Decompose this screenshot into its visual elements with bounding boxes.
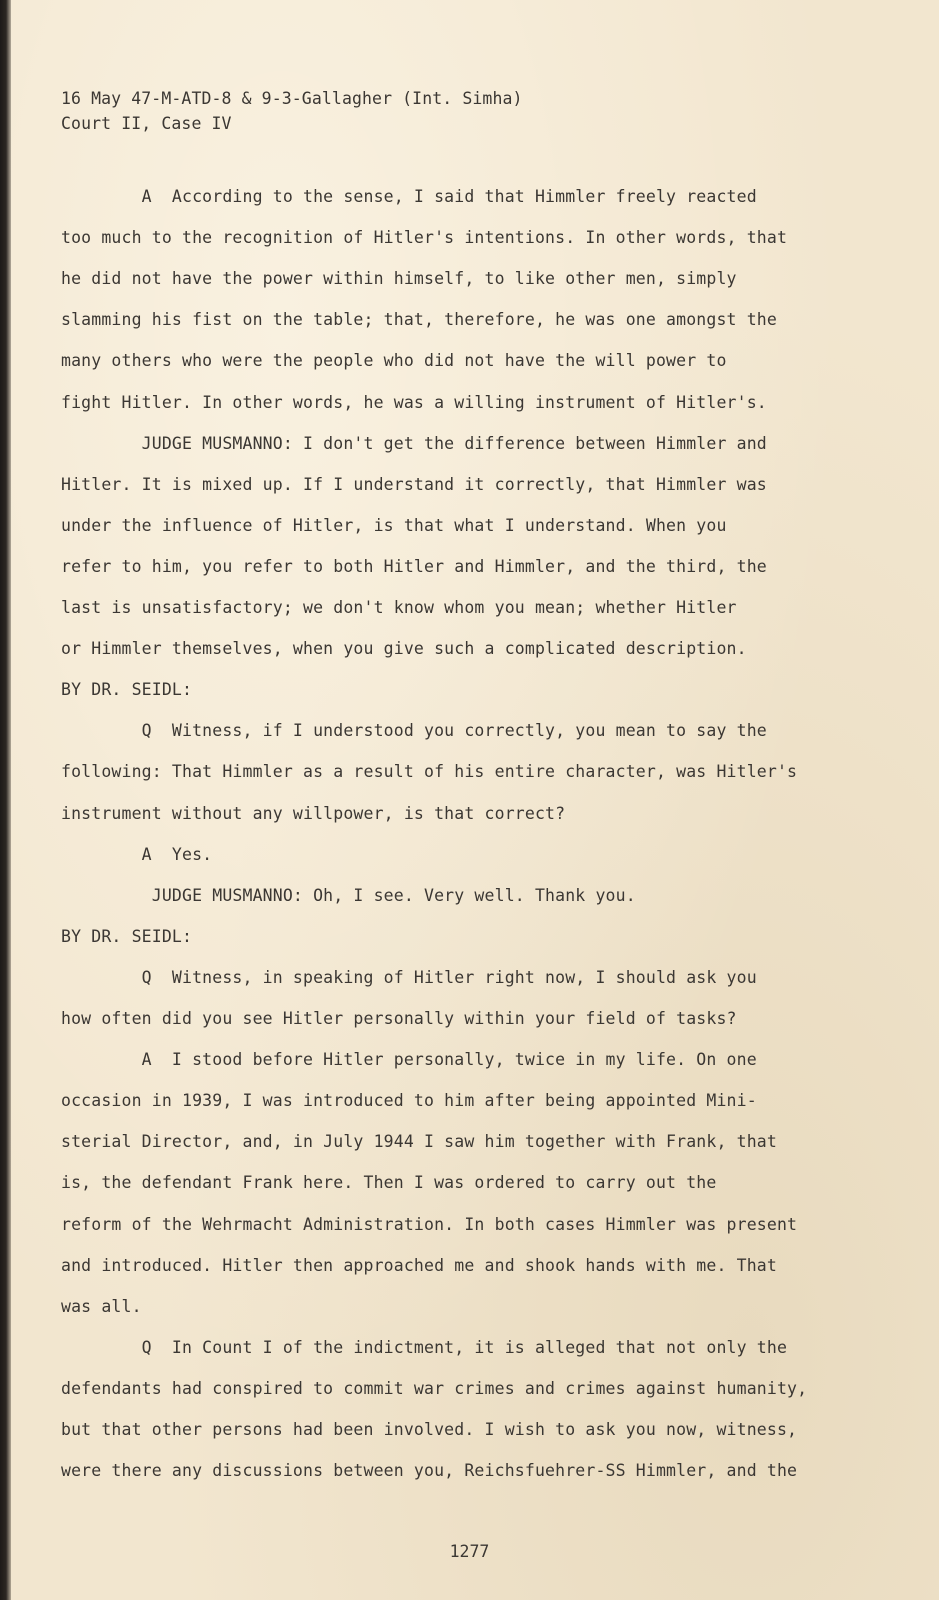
transcript-line: was all.	[61, 1296, 142, 1316]
transcript-line: or Himmler themselves, when you give such a complicated description.	[61, 639, 747, 659]
transcript-line: reform of the Wehrmacht Administration. In both cases Himmler was present	[61, 1214, 798, 1234]
case-header	[61, 86, 861, 136]
transcript-line: Q Witness, in speaking of Hitler right now, I should ask you	[61, 967, 757, 987]
transcript-line: A According to the sense, I said that Himmler freely reacted	[61, 187, 757, 206]
transcript-line: many others who were the people who did not have the will power to	[61, 351, 727, 371]
transcript-line: Q In Count I of the indictment, it is alleged that not only the	[61, 1337, 788, 1357]
transcript-line: defendants had conspired to commit war crimes and crimes against humanity,	[61, 1378, 808, 1398]
transcript-line: instrument without any willpower, is that correct?	[61, 803, 566, 823]
page-number: 1277	[449, 1542, 490, 1561]
transcript-line: refer to him, you refer to both Hitler and Himmler, and the third, the	[61, 556, 767, 576]
transcript-line: is, the defendant Frank here. Then I was ordered to carry out the	[61, 1173, 717, 1193]
transcript-line: sterial Director, and, in July 1944 I saw him together with Frank, that	[61, 1132, 777, 1152]
transcript-line: occasion in 1939, I was introduced to him after being appointed Mini-	[61, 1091, 757, 1111]
binding-edge	[0, 0, 11, 1600]
transcript-line: last is unsatisfactory; we don't know whom you mean; whether Hitler	[61, 598, 737, 617]
transcript-line: slamming his fist on the table; that, therefore, he was one amongst the	[61, 310, 777, 330]
transcript-line: but that other persons had been involved. I wish to ask you now, witness,	[61, 1420, 798, 1439]
transcript-line: JUDGE MUSMANNO: I don't get the difference between Himmler and	[61, 433, 767, 453]
transcript-line: he did not have the power within himself, to like other men, simply	[61, 269, 737, 289]
transcript-line: BY DR. SEIDL:	[61, 926, 193, 946]
transcript-line: how often did you see Hitler personally within your field of tasks?	[61, 1009, 737, 1028]
header-line-2: Court II, Case IV	[61, 114, 232, 133]
transcript-line: fight Hitler. In other words, he was a willing instrument of Hitler's.	[61, 392, 767, 412]
transcript-line: too much to the recognition of Hitler's intentions. In other words, that	[61, 228, 788, 248]
transcript-line: JUDGE MUSMANNO: Oh, I see. Very well. Thank you.	[61, 885, 636, 905]
transcript-line: Q Witness, if I understood you correctly, you mean to say the	[61, 721, 767, 741]
header-line-1: 16 May 47-M-ATD-8 & 9-3-Gallagher (Int. Simha)	[61, 89, 523, 108]
transcript-line: A Yes.	[61, 844, 213, 864]
transcript-line: A I stood before Hitler personally, twice in my life. On one	[61, 1050, 757, 1070]
transcript-line: Hitler. It is mixed up. If I understand it correctly, that Himmler was	[61, 474, 767, 494]
transcript-line: and introduced. Hitler then approached me and shook hands with me. That	[61, 1255, 777, 1275]
transcript-line: following: That Himmler as a result of his entire character, was Hitler's	[61, 762, 798, 782]
transcript-line: under the influence of Hitler, is that what I understand. When you	[61, 515, 727, 535]
transcript-line: were there any discussions between you, Reichsfuehrer-SS Himmler, and the	[61, 1461, 798, 1481]
transcript-line: BY DR. SEIDL:	[61, 680, 193, 700]
